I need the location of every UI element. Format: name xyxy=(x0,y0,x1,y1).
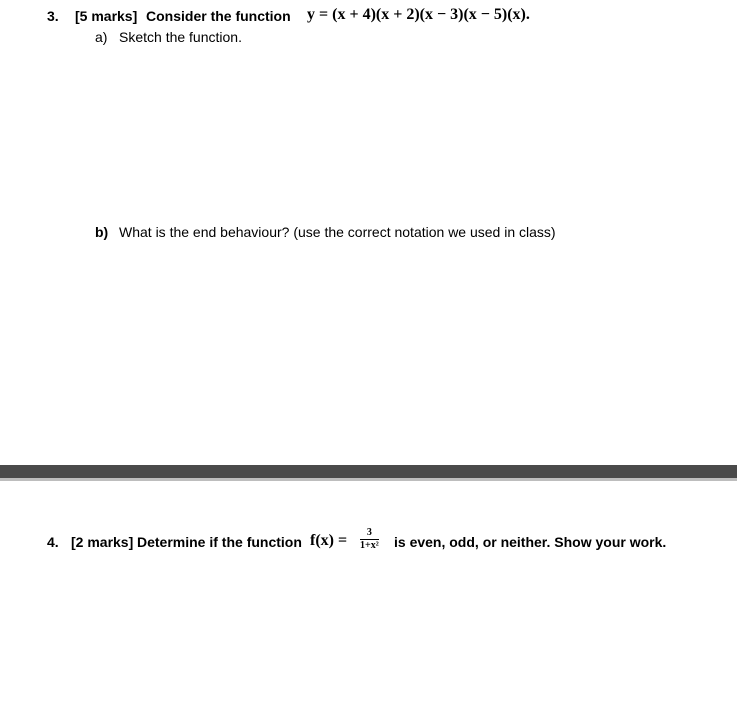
q4-rest: is even, odd, or neither. Show your work. xyxy=(394,534,667,550)
q4-fraction-numerator: 3 xyxy=(360,528,379,540)
q3-part-a-label: a) xyxy=(95,29,108,45)
q4-fraction-denominator: 1+x² xyxy=(360,540,379,551)
q3-part-a-text: Sketch the function. xyxy=(119,29,242,45)
q3-number: 3. xyxy=(47,8,59,24)
q4-fraction xyxy=(360,528,379,551)
q3-part-b-label: b) xyxy=(95,224,109,240)
q3-prompt: Consider the function xyxy=(146,8,291,24)
q4-function: f(x) = xyxy=(310,532,348,549)
q3-equation: y = (x + 4)(x + 2)(x − 3)(x − 5)(x). xyxy=(307,6,530,23)
q4-marks: [2 marks] xyxy=(71,534,134,550)
q4-number: 4. xyxy=(47,534,59,550)
q4-prompt: Determine if the function xyxy=(137,534,302,550)
page-divider xyxy=(0,465,737,478)
q3-part-b-text: What is the end behaviour? (use the correct notation we used in class) xyxy=(119,224,556,240)
q3-marks: [5 marks] xyxy=(75,8,138,24)
